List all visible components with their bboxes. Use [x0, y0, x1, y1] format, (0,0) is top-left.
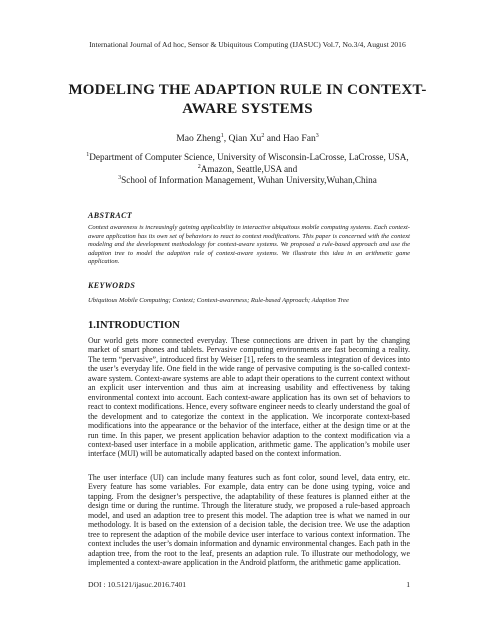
title-line-2: AWARE SYSTEMS [182, 101, 313, 117]
author-3: and Hao Fan [264, 133, 316, 144]
author-2-mark: 2 [261, 132, 265, 139]
affiliation-2-mark: 2 [197, 163, 201, 170]
abstract-text: Context awareness is increasingly gaining applicability in interactive ubiquitous mobile computing systems. Each context-aware application has its own set of behaviors to react to context modifications. This paper is concerned with the context modeling and the development methodology for context-aware systems. We proposed a rule-based approach and use the adaption tree to model the adaption rule of context-aware systems. We illustrate this idea in an arithmetic game application. [88, 224, 410, 265]
affiliation-3-text: School of Information Management, Wuhan University,Wuhan,China [121, 175, 377, 185]
affiliation-1 [60, 152, 435, 164]
author-1-mark: 1 [220, 132, 224, 139]
abstract-heading: ABSTRACT [88, 211, 133, 220]
doi-footer: DOI : 10.5121/ijasuc.2016.7401 [88, 580, 187, 589]
body-paragraph: Our world gets more connected everyday. These connections are driven in part by the changing market of smart phones and tablets. Pervasive computing environments are fast becoming a reality. The term “pervasive”, introduced first by Weiser [1], refers to the seamless integration of devices into the user’s everyday life. One field in the wide range of pervasive computing is the so-called context-aware system. Context-aware systems are able to adapt their operations to the current context without an explicit user intervention and thus aim at increasing usability and effectiveness by taking environmental context into account. Each context-aware application has its own set of behaviors to react to context modifications. Hence, every software engineer needs to clearly understand the goal of the development and to categorize the context in the application. We incorporate context-based modifications into the appearance or the behavior of the interface, either at the design time or at the run time. In this paper, we present application behavior adaption to the context modification via a context-based user interface in a mobile application, arithmetic game. The application’s mobile user interface (MUI) will be automatically adapted based on the context information. [88, 336, 410, 459]
keywords-heading: KEYWORDS [88, 281, 136, 290]
paper-title [40, 81, 455, 119]
keywords-text: Ubiquitous Mobile Computing; Context; Context-awareness; Rule-based Approach; Adaption Tree [88, 297, 349, 304]
author-list [0, 133, 495, 144]
journal-header: International Journal of Ad hoc, Sensor & Ubiquitous Computing (IJASUC) Vol.7, No.3/4, August 2016 [89, 40, 406, 49]
author-3-mark: 3 [315, 132, 319, 139]
affiliation-2 [60, 164, 435, 176]
author-2: , Qian Xu [223, 133, 262, 144]
affiliation-2-text: Amazon, Seattle,USA and [200, 163, 298, 174]
affiliation-1-mark: 1 [86, 151, 90, 158]
body-paragraph: The user interface (UI) can include many features such as font color, sound level, data entry, etc. Every feature has some variables. For example, data entry can be done using typing, voice and tapping. From the designer’s perspective, the adaptability of these features is planned either at the design time or during the runtime. Through the literature study, we proposed a rule-based approach model, and used an adaption tree to present this model. The adaption tree is what we named in our methodology. It is based on the extension of a decision table, the decision tree. We use the adaption tree to represent the adaption of the mobile device user interface to various context information. The context includes the user’s domain information and dynamic environmental changes. Each path in the adaption tree, from the root to the leaf, presents an adaption rule. To illustrate our methodology, we implemented a context-aware application in the Android platform, the arithmetic game application. [88, 473, 410, 568]
author-1: Mao Zheng [176, 133, 221, 144]
affiliation-1-text: Department of Computer Science, University of Wisconsin-LaCrosse, LaCrosse, USA, [89, 152, 409, 162]
affiliation-3 [60, 175, 435, 187]
affiliation-3-mark: 3 [118, 174, 122, 181]
affiliations [60, 152, 435, 187]
title-line-1: MODELING THE ADAPTION RULE IN CONTEXT- [68, 82, 427, 98]
section-heading: 1.INTRODUCTION [88, 320, 180, 331]
page-number: 1 [406, 580, 410, 589]
